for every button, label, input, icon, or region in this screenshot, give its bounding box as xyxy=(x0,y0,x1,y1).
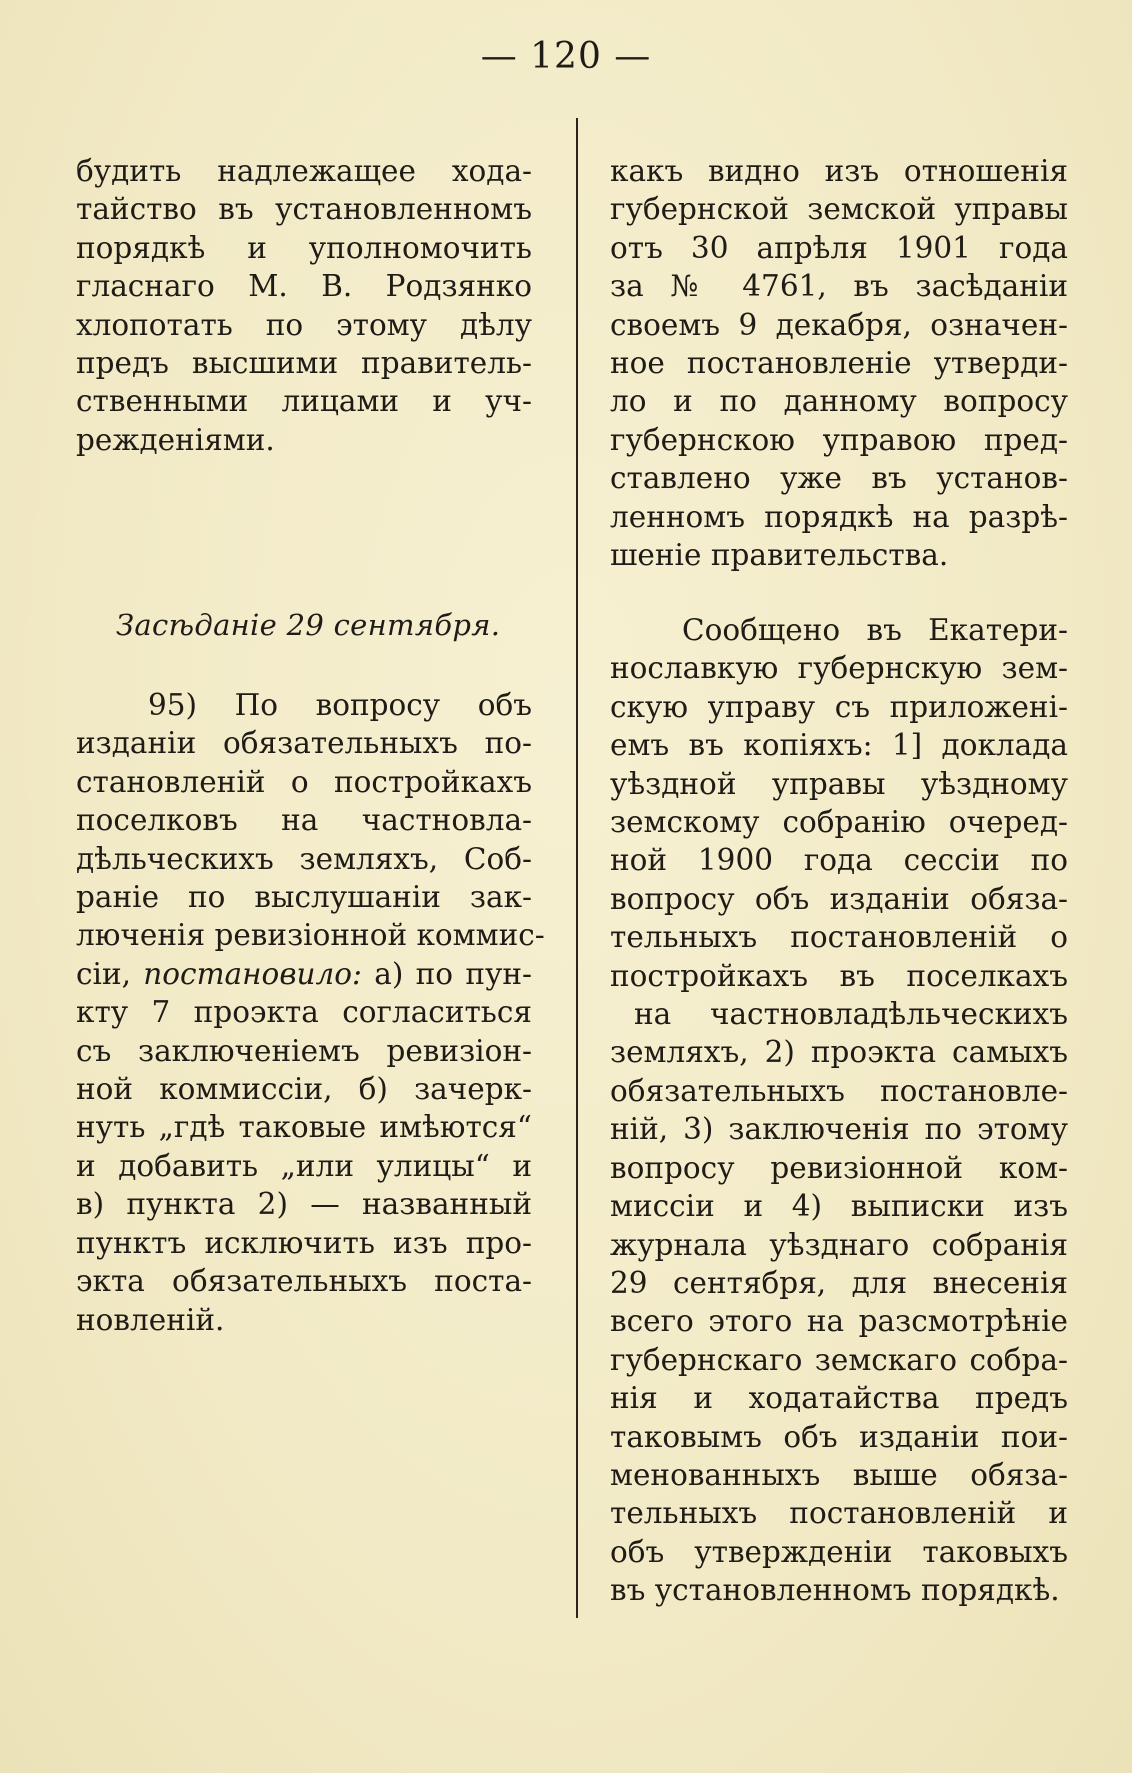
text-line: губернскою управою пред- xyxy=(610,422,1068,457)
text-line: люченiя ревизiонной коммис- xyxy=(76,918,545,953)
text-line: хлопотать по этому дѣлу xyxy=(76,307,532,342)
text-line: 95) По вопросу объ xyxy=(148,688,532,722)
text-line: кту 7 проэкта согласиться xyxy=(76,995,532,1030)
text-line: емъ въ копiяхъ: 1] доклада xyxy=(610,728,1068,763)
text-line: нiя и ходатайства предъ xyxy=(610,1381,1068,1416)
text-line: менованныхъ выше обяза- xyxy=(610,1457,1068,1492)
text-line: губернской земской управы xyxy=(610,192,1068,227)
text-line: на частновладѣльческихъ xyxy=(634,997,1068,1032)
text-line: нiй, 3) заключенiя по этому xyxy=(610,1112,1068,1147)
text-line: сiи, постановило: а) по пун- xyxy=(76,956,532,991)
text-line: какъ видно изъ отношенiя xyxy=(610,154,1068,188)
right-column-paragraph-2 xyxy=(610,611,1068,1610)
text-line: уѣздной управы уѣздному xyxy=(610,766,1068,801)
page-number: — 120 — xyxy=(480,36,652,77)
text-line: земляхъ, 2) проэкта самыхъ xyxy=(610,1035,1068,1070)
text-line: обязательныхъ постановле- xyxy=(610,1073,1068,1108)
text-line: порядкѣ и уполномочить xyxy=(76,230,532,265)
text-line: шенiе правительства. xyxy=(610,538,949,573)
left-column-paragraph-1 xyxy=(76,152,532,459)
text-line: ло и по данному вопросу xyxy=(610,384,1068,419)
text-line: экта обязательныхъ поста- xyxy=(76,1264,532,1299)
text-line: нославкую губернскую зем- xyxy=(610,651,1068,686)
text-line: миссiи и 4) выписки изъ xyxy=(610,1189,1068,1224)
text-line: скую управу съ приложенi- xyxy=(610,689,1068,724)
text-line: поселковъ на частновла- xyxy=(76,803,532,838)
text-line: всего этого на разсмотрѣнiе xyxy=(610,1304,1068,1339)
text-line: объ утвержденiи таковыхъ xyxy=(610,1534,1068,1569)
text-line: режденiями. xyxy=(76,422,275,457)
text-line: предъ высшими правитель- xyxy=(76,346,532,381)
italic-emphasis: постановило: xyxy=(143,956,362,991)
text-line: изданiи обязательныхъ по- xyxy=(76,726,532,761)
text-line: своемъ 9 декабря, означен- xyxy=(610,307,1068,342)
text-line: таковымъ объ изданiи пои- xyxy=(610,1419,1068,1454)
text-line: Сообщено въ Екатери- xyxy=(682,613,1068,647)
text-line: въ установленномъ порядкѣ. xyxy=(610,1573,1060,1608)
text-line: ственными лицами и уч- xyxy=(76,384,532,419)
text-line: и добавить „или улицы“ и xyxy=(76,1148,532,1183)
text-line: гласнаго М. В. Родзянко xyxy=(76,269,532,304)
text-line: тельныхъ постановленiй о xyxy=(610,920,1068,955)
text-line: губернскаго земскаго собра- xyxy=(610,1342,1068,1377)
text-line: нуть „гдѣ таковые имѣются“ xyxy=(76,1110,532,1145)
text-line: становленiй о постройкахъ xyxy=(76,764,532,799)
text-line: земскому собранiю очеред- xyxy=(610,805,1068,840)
text-line: ной коммиссiи, б) зачерк- xyxy=(76,1072,532,1107)
text-line: ставлено уже въ установ- xyxy=(610,461,1068,496)
text-line: 29 сентября, для внесенiя xyxy=(610,1265,1068,1300)
text-line: вопросу ревизiонной ком- xyxy=(610,1150,1068,1185)
text-line: отъ 30 апрѣля 1901 года xyxy=(610,230,1068,265)
text-line: дѣльческихъ земляхъ, Соб- xyxy=(76,841,532,876)
text-line: новленiй. xyxy=(76,1302,225,1337)
text-line: в) пункта 2) — названный xyxy=(76,1187,532,1222)
session-heading: Засѣданiе 29 сентября. xyxy=(116,608,501,642)
right-column-paragraph-1 xyxy=(610,152,1068,574)
text-line: ное постановленiе утверди- xyxy=(610,346,1068,381)
text-line: за № 4761, въ засѣданiи xyxy=(610,269,1068,304)
text-line: ранiе по выслушанiи зак- xyxy=(76,880,532,915)
text-line: пунктъ исключить изъ про- xyxy=(76,1225,532,1260)
left-column-paragraph-2 xyxy=(76,686,545,1339)
text-line: ленномъ порядкѣ на разрѣ- xyxy=(610,499,1068,534)
column-divider xyxy=(576,118,578,1618)
text-line: вопросу объ изданiи обяза- xyxy=(610,881,1068,916)
text-line: постройкахъ въ поселкахъ xyxy=(610,958,1068,993)
text-line: съ заключенiемъ ревизiон- xyxy=(76,1033,532,1068)
text-line: ной 1900 года сессiи по xyxy=(610,843,1068,878)
text-line: журнала уѣзднаго собранiя xyxy=(610,1227,1068,1262)
text-line: будить надлежащее хода- xyxy=(76,154,532,188)
text-line: тельныхъ постановленiй и xyxy=(610,1496,1068,1531)
text-line: тайство въ установленномъ xyxy=(76,192,532,227)
